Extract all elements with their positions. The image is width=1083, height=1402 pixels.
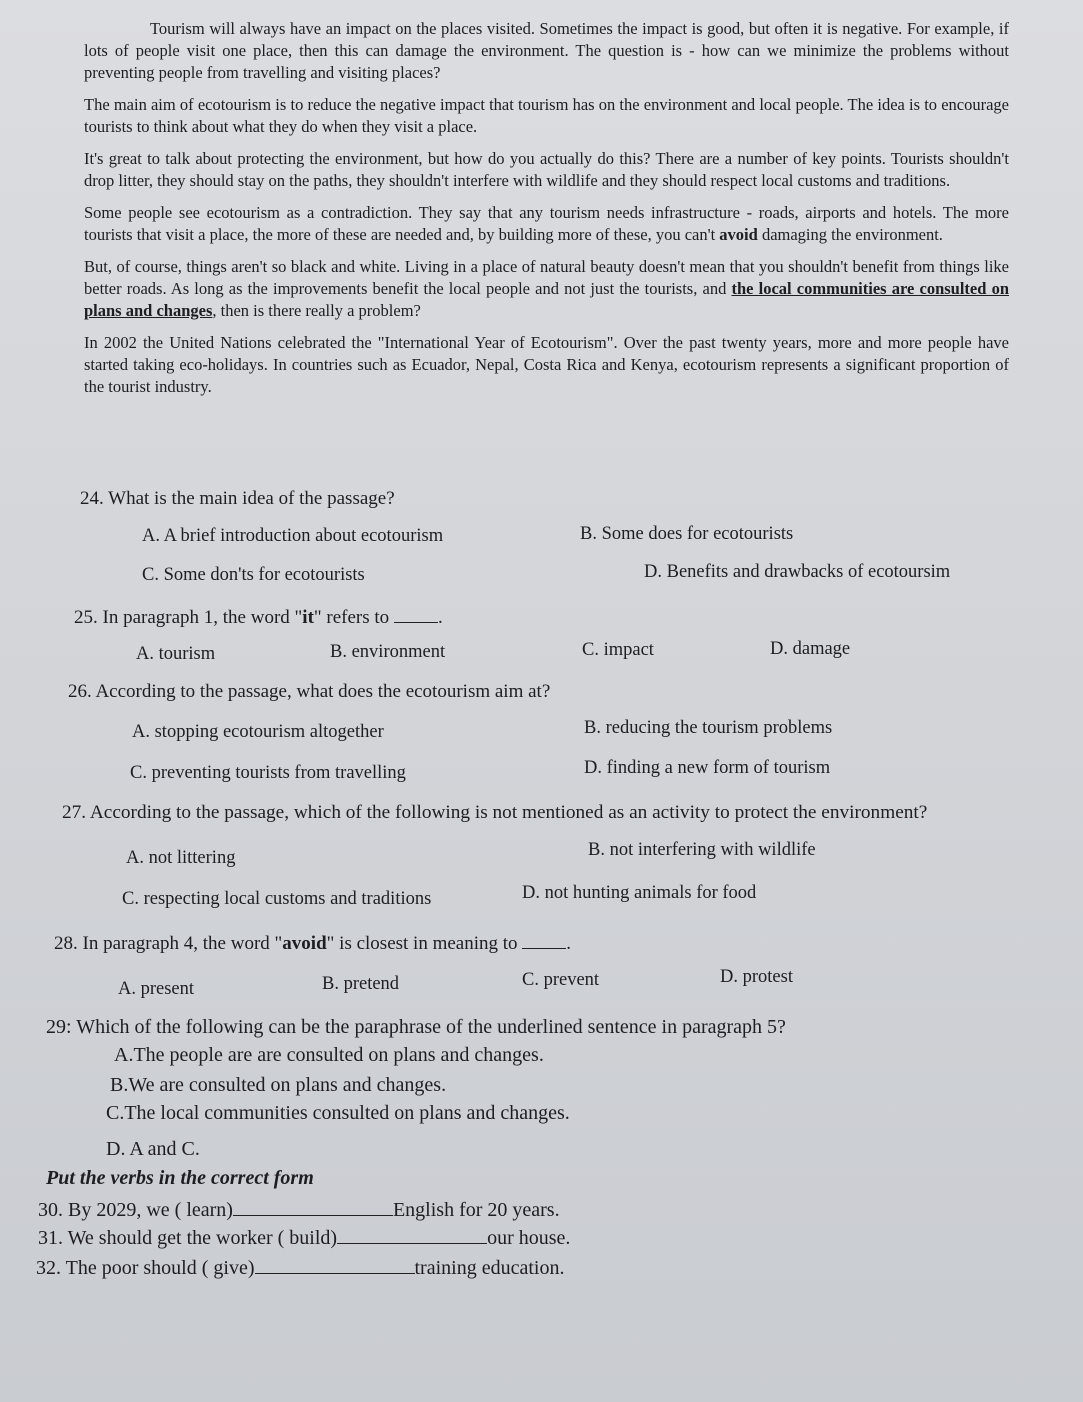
question-30-text-a: 30. By 2029, we ( learn) bbox=[38, 1199, 233, 1221]
paragraph-2: The main aim of ecotourism is to reduce the negative impact that tourism has on the environment and local people. The idea is to encourage tourists to think about what they do when they visit a place. bbox=[84, 95, 1009, 136]
question-29-option-b[interactable]: B.We are consulted on plans and changes. bbox=[110, 1074, 447, 1096]
question-27-option-a[interactable]: A. not littering bbox=[126, 848, 236, 868]
question-29-option-d[interactable]: D. A and C. bbox=[106, 1138, 200, 1160]
question-29-option-a[interactable]: A.The people are are consulted on plans and changes. bbox=[114, 1044, 544, 1066]
question-27-stem: 27. According to the passage, which of the following is not mentioned as an activity to protect the environment? bbox=[62, 802, 928, 823]
question-28-bold-word: avoid bbox=[282, 933, 327, 954]
question-28-stem bbox=[54, 929, 571, 955]
question-28-stem-text-b: " is closest in meaning to bbox=[326, 933, 518, 954]
question-26-stem: 26. According to the passage, what does the ecotourism aim at? bbox=[68, 681, 551, 702]
question-32-text-a: 32. The poor should ( give) bbox=[36, 1257, 255, 1279]
question-25-option-c[interactable]: C. impact bbox=[582, 640, 654, 660]
question-24-stem: 24. What is the main idea of the passage? bbox=[80, 488, 395, 509]
question-25-stem-text-b: " refers to bbox=[313, 607, 390, 628]
question-28-option-b[interactable]: B. pretend bbox=[322, 974, 400, 994]
question-28-option-a[interactable]: A. present bbox=[118, 979, 195, 999]
question-25-option-d[interactable]: D. damage bbox=[770, 639, 851, 659]
question-26-option-a[interactable]: A. stopping ecotourism altogether bbox=[132, 722, 384, 742]
paragraph-6: In 2002 the United Nations celebrated the "International Year of Ecotourism". Over the past twenty years, more and more people have started taking eco-holidays. In countries such as Ecuador, Nepal, Costa Rica and Kenya, ecotourism represents a significant proportion of the tourist industry. bbox=[84, 333, 1009, 396]
paragraph-5-underlined-sentence: the local communities are consulted on plans and changes bbox=[84, 279, 1009, 320]
question-31-text-a: 31. We should get the worker ( build) bbox=[38, 1227, 338, 1249]
question-28-option-d[interactable]: D. protest bbox=[720, 967, 793, 987]
question-32-text-b: training education. bbox=[414, 1257, 565, 1279]
paragraph-5 bbox=[84, 256, 1009, 322]
question-24-option-b[interactable]: B. Some does for ecotourists bbox=[580, 524, 794, 544]
paragraph-5-text-b: , then is there really a problem? bbox=[212, 301, 421, 320]
paragraph-1: Tourism will always have an impact on the places visited. Sometimes the impact is good, but often it is negative. For example, if lots of people visit one place, then this can damage the environment. The question is - how can we minimize the problems without preventing people from travelling and visiting places? bbox=[84, 19, 1009, 82]
question-25-blank[interactable] bbox=[394, 603, 438, 623]
question-32-blank[interactable] bbox=[255, 1253, 415, 1274]
question-27-option-d[interactable]: D. not hunting animals for food bbox=[522, 883, 757, 903]
question-32 bbox=[36, 1253, 564, 1280]
question-29-stem: 29: Which of the following can be the paraphrase of the underlined sentence in paragraph 5? bbox=[46, 1016, 786, 1038]
question-25-option-b[interactable]: B. environment bbox=[330, 642, 446, 662]
paragraph-3: It's great to talk about protecting the environment, but how do you actually do this? There are a number of key points. Tourists shouldn't drop litter, they should stay on the paths, they shouldn't interfere with wildlife and they should respect local customs and traditions. bbox=[84, 149, 1009, 190]
question-24-option-c[interactable]: C. Some don'ts for ecotourists bbox=[142, 565, 365, 585]
question-25-stem-text-a: 25. In paragraph 1, the word " bbox=[74, 607, 303, 628]
question-24-option-d[interactable]: D. Benefits and drawbacks of ecotoursim bbox=[644, 562, 951, 582]
question-27-option-c[interactable]: C. respecting local customs and traditions bbox=[122, 889, 432, 909]
question-25-option-a[interactable]: A. tourism bbox=[136, 644, 216, 664]
verb-section-heading: Put the verbs in the correct form bbox=[46, 1167, 314, 1189]
question-25-stem bbox=[74, 603, 443, 629]
question-31-blank[interactable] bbox=[337, 1223, 487, 1244]
question-26-option-d[interactable]: D. finding a new form of tourism bbox=[584, 758, 831, 778]
question-30 bbox=[38, 1195, 560, 1222]
question-28-option-c[interactable]: C. prevent bbox=[522, 970, 600, 990]
question-25-bold-word: it bbox=[302, 607, 314, 628]
question-25-stem-end: . bbox=[437, 607, 443, 628]
question-30-text-b: English for 20 years. bbox=[392, 1199, 560, 1221]
question-28-blank[interactable] bbox=[522, 929, 566, 949]
paragraph-4-text-a: Some people see ecotourism as a contradiction. They say that any tourism needs infrastructure - roads, airports and hotels. The more tourists that visit a place, the more of these are needed and, by building more of these, you can't bbox=[84, 203, 1009, 244]
paragraph-4 bbox=[84, 202, 1009, 246]
question-24-option-a[interactable]: A. A brief introduction about ecotourism bbox=[142, 526, 444, 546]
paragraph-4-bold-word: avoid bbox=[719, 225, 758, 244]
paragraph-4-text-b: damaging the environment. bbox=[757, 225, 943, 244]
question-27-option-b[interactable]: B. not interfering with wildlife bbox=[588, 840, 816, 860]
question-31 bbox=[38, 1223, 570, 1250]
question-26-option-b[interactable]: B. reducing the tourism problems bbox=[584, 718, 833, 738]
question-28-stem-text-a: 28. In paragraph 4, the word " bbox=[54, 933, 283, 954]
paragraph-5-text-a: But, of course, things aren't so black and white. Living in a place of natural beauty doesn't mean that you shouldn't benefit from things like better roads. As long as the improvements benefit the local people and not just the tourists, and bbox=[84, 257, 1009, 298]
question-28-stem-end: . bbox=[566, 933, 572, 954]
question-26-option-c[interactable]: C. preventing tourists from travelling bbox=[130, 763, 406, 783]
reading-passage bbox=[84, 18, 1009, 408]
question-30-blank[interactable] bbox=[233, 1195, 393, 1216]
question-29-option-c[interactable]: C.The local communities consulted on plans and changes. bbox=[106, 1102, 570, 1124]
question-31-text-b: our house. bbox=[487, 1227, 571, 1249]
